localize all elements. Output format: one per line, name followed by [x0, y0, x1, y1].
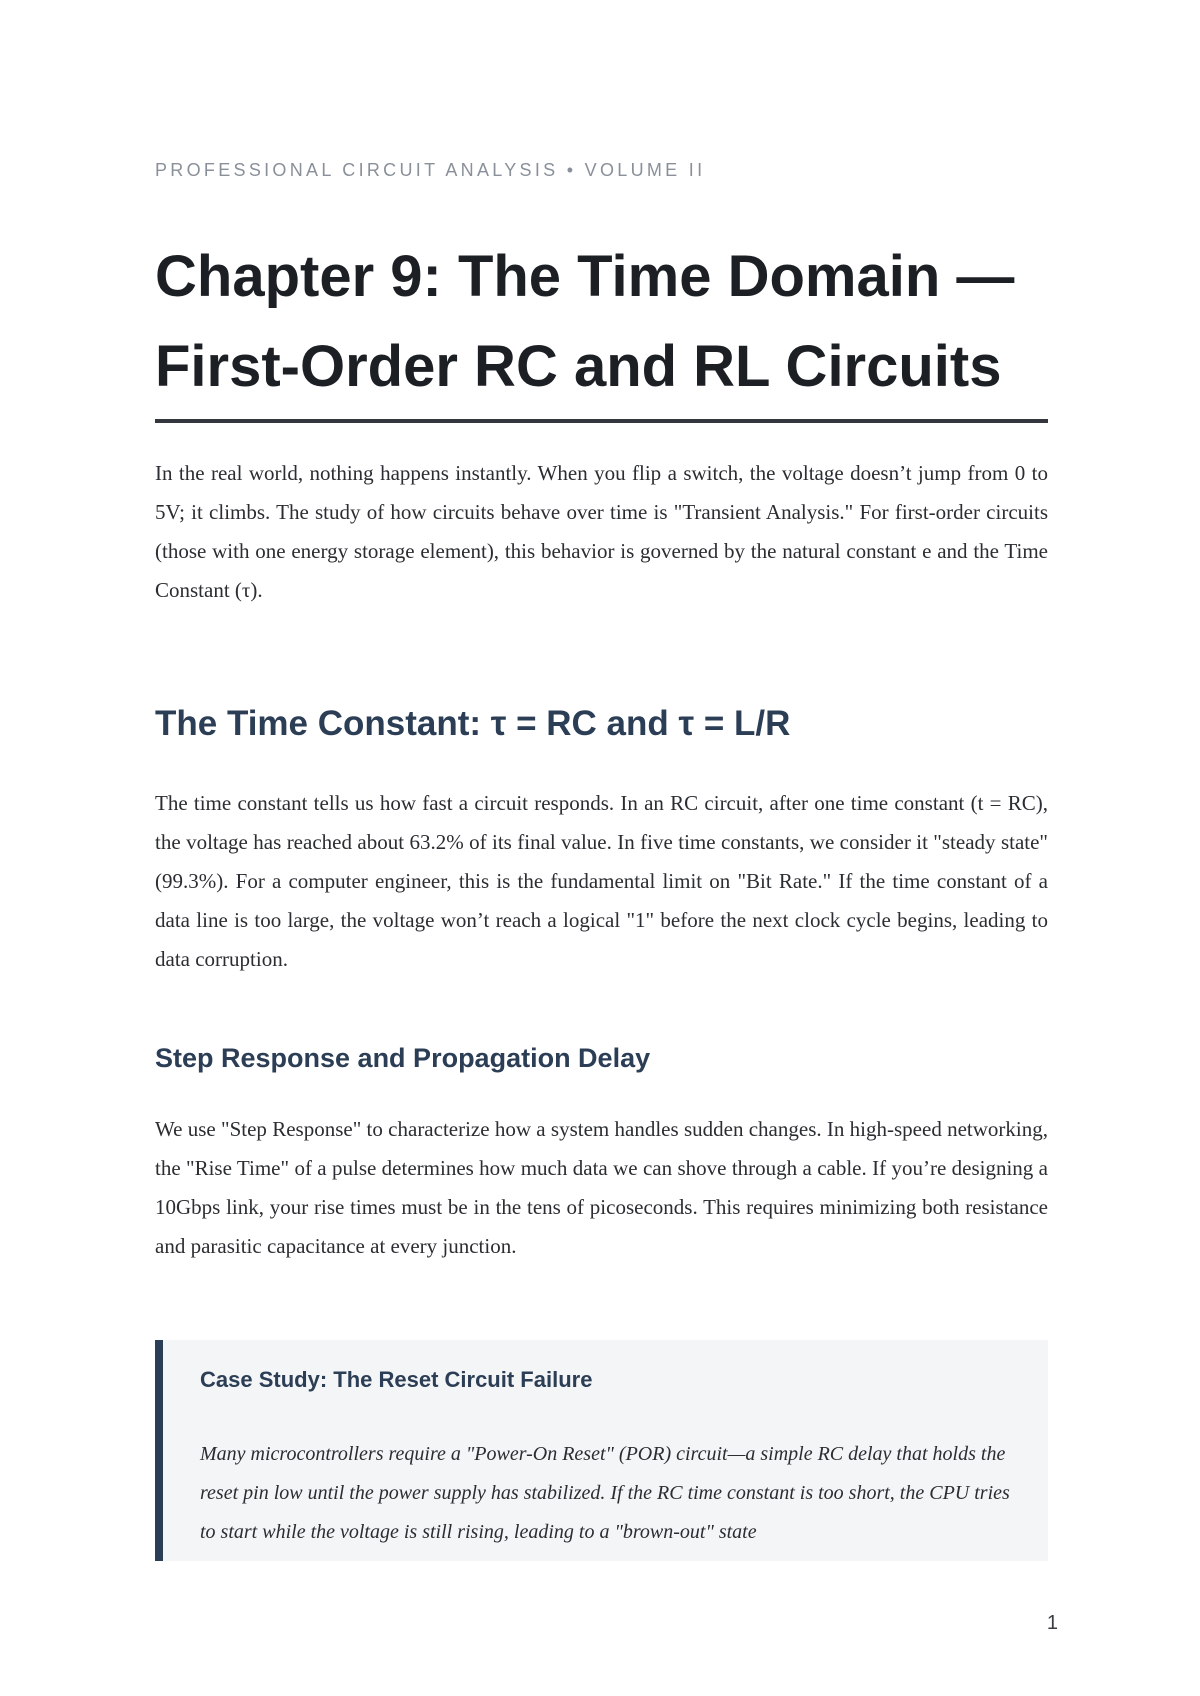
case-study-callout — [155, 1340, 1048, 1561]
title-divider — [155, 419, 1048, 423]
intro-paragraph: In the real world, nothing happens instantly. When you flip a switch, the voltage doesn’t jump from 0 to 5V; it climbs. The study of how circuits behave over time is "Transient Analysis." For first-order circuits (those with one energy storage element), this behavior is governed by the natural constant e and the Time Constant (τ). — [155, 461, 1048, 602]
time-constant-paragraph: The time constant tells us how fast a circuit responds. In an RC circuit, after one time constant (t = RC), the voltage has reached about 63.2% of its final value. In five time constants, we consider it "steady state" (99.3%). For a computer engineer, this is the fundamental limit on "Bit Rate." If the time constant of a data line is too large, the voltage won’t reach a logical "1" before the next clock cycle begins, leading to data corruption. — [155, 791, 1048, 971]
chapter-title: Chapter 9: The Time Domain — First-Order RC and RL Circuits — [155, 244, 1015, 399]
case-study-title: Case Study: The Reset Circuit Failure — [200, 1367, 593, 1392]
step-response-paragraph: We use "Step Response" to characterize how a system handles sudden changes. In high-speed networking, the "Rise Time" of a pulse determines how much data we can shove through a cable. If you’re designing a 10Gbps link, your rise times must be in the tens of picoseconds. This requires minimizing both resistance and parasitic capacitance at every junction. — [155, 1117, 1048, 1258]
section-heading-time-constant: The Time Constant: τ = RC and τ = L/R — [155, 704, 791, 743]
subsection-heading-step-response: Step Response and Propagation Delay — [155, 1043, 651, 1073]
page-number: 1 — [1046, 1612, 1058, 1634]
case-study-text: Many microcontrollers require a "Power-On Reset" (POR) circuit—a simple RC delay that holds the reset pin low until the power supply has stabilized. If the RC time constant is too short, the CPU tries to start while the voltage is still rising, leading to a "brown-out" state — [200, 1443, 1010, 1543]
series-eyebrow: PROFESSIONAL CIRCUIT ANALYSIS • VOLUME II — [155, 160, 706, 180]
